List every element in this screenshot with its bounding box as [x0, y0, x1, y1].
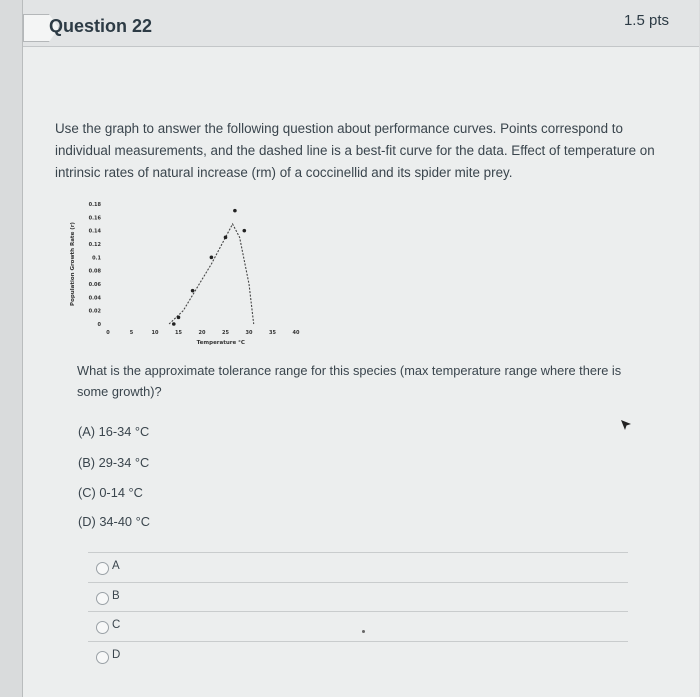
- answer-option-d[interactable]: [88, 641, 628, 671]
- question-text: Use the graph to answer the following question about performance curves. Points correspond to individual measurements, and the dashed line is a best-fit curve for the data. Effect of temperature on intrinsic rates of natural increase (rm) of a coccinellid and its spider mite prey.: [55, 121, 655, 180]
- option-line-d: (D) 34-40 °C: [78, 514, 150, 529]
- answer-option-c[interactable]: [88, 611, 628, 641]
- y-tick-label: 0.08: [88, 268, 101, 275]
- option-line-c: (C) 0-14 °C: [78, 485, 143, 500]
- option-line-a: (A) 16-34 °C: [78, 424, 150, 439]
- data-point: [233, 209, 237, 213]
- y-tick-label: 0.1: [92, 255, 101, 262]
- y-tick-label: 0: [97, 322, 101, 328]
- x-tick-label: 25: [222, 330, 229, 336]
- x-axis-label: Temperature °C: [196, 340, 245, 346]
- question-title: Question 22: [49, 16, 153, 36]
- stray-mark: [362, 630, 365, 633]
- x-tick-label: 5: [129, 330, 134, 336]
- y-tick-label: 0.18: [88, 202, 101, 208]
- radio-icon[interactable]: [96, 621, 109, 634]
- x-tick-label: 40: [292, 330, 300, 336]
- radio-icon[interactable]: [96, 592, 109, 605]
- y-tick-label: 0.06: [88, 282, 101, 288]
- y-tick-label: 0.12: [88, 242, 101, 248]
- data-point: [243, 229, 247, 233]
- x-tick-label: 20: [198, 330, 206, 336]
- chart-svg: [64, 190, 334, 355]
- data-point: [172, 322, 176, 326]
- answer-list: [88, 552, 628, 670]
- x-tick-label: 35: [269, 330, 276, 336]
- y-tick-label: 0.04: [88, 295, 101, 302]
- answer-label: D: [112, 648, 121, 661]
- y-tick-label: 0.02: [88, 308, 101, 315]
- data-point: [191, 289, 195, 293]
- answer-label: B: [112, 589, 120, 602]
- best-fit-curve: [169, 224, 254, 324]
- mouse-pointer-icon: [619, 418, 633, 432]
- x-tick-label: 15: [175, 330, 182, 336]
- data-point: [224, 236, 228, 240]
- radio-icon[interactable]: [96, 562, 109, 575]
- x-tick-label: 30: [245, 330, 253, 336]
- option-line-b: (B) 29-34 °C: [78, 455, 150, 470]
- question-points: 1.5 pts: [623, 12, 669, 29]
- data-point: [177, 316, 181, 320]
- answer-option-b[interactable]: [88, 582, 628, 612]
- x-tick-label: 0: [106, 330, 110, 336]
- radio-icon[interactable]: [96, 651, 109, 664]
- question-header: [23, 0, 699, 47]
- y-axis-label: Population Growth Rate (r): [70, 222, 76, 306]
- y-tick-label: 0.16: [88, 215, 101, 222]
- x-tick-label: 10: [151, 330, 159, 336]
- answer-label: C: [112, 619, 121, 631]
- answer-label: A: [112, 560, 120, 572]
- y-tick-label: 0.14: [88, 228, 101, 235]
- performance-curve-chart: [64, 190, 334, 355]
- subquestion-text: What is the approximate tolerance range for this species (max temperature range where there is some growth)?: [77, 363, 622, 399]
- answer-option-a[interactable]: [88, 552, 628, 582]
- data-point: [210, 256, 214, 260]
